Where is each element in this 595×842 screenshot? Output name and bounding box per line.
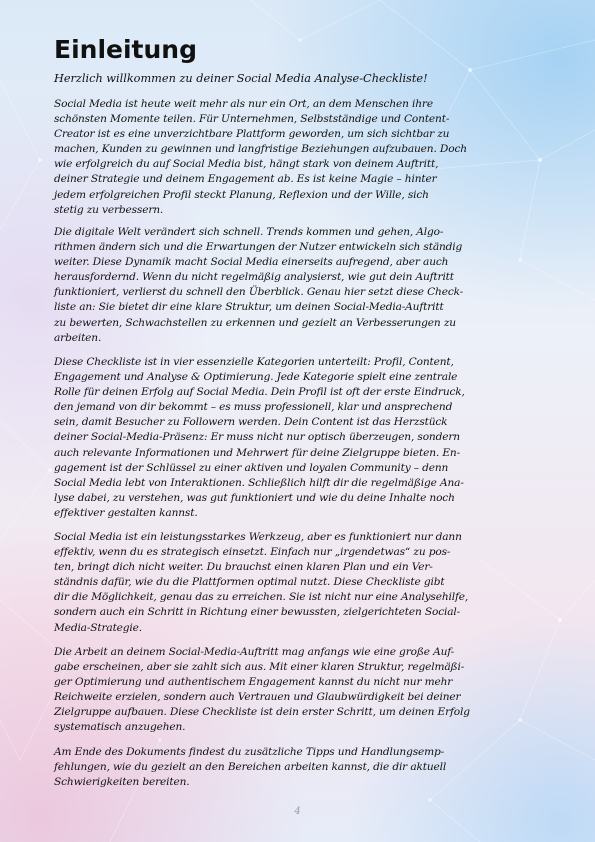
text-line: wie erfolgreich du auf Social Media bist, hängt stark von deinem Auftritt, — [54, 158, 439, 171]
text-line: gagement ist der Schlüssel zu einer aktiven und loyalen Community – denn — [54, 461, 449, 474]
text-line: ger Optimierung und authentischem Engagement kannst du nicht nur mehr — [54, 676, 453, 689]
text-line: sein, damit Besucher zu Followern werden. Dein Content ist das Herzstück — [54, 416, 448, 429]
text-line: Schwierigkeiten bereiten. — [54, 776, 190, 789]
text-line: effektiver gestalten kannst. — [54, 506, 198, 519]
text-line: herausfordernd. Wenn du nicht regelmäßig analysierst, wie gut dein Auftritt — [54, 271, 454, 284]
text-line: sondern auch ein Schritt in Richtung einer bewussten, zielgerichteten Social- — [54, 606, 461, 619]
paragraph-6 — [54, 745, 554, 790]
paragraph-4 — [54, 530, 554, 636]
page-title: Einleitung — [54, 35, 197, 64]
text-line: systematisch anzugehen. — [54, 721, 186, 734]
text-line: Reichweite erzielen, sondern auch Vertrauen und Glaubwürdigkeit bei deiner — [54, 691, 461, 704]
text-line: liste an: Sie bietet dir eine klare Struktur, um deinen Social-Media-Auftritt — [54, 301, 444, 314]
text-line: Zielgruppe aufbauen. Diese Checkliste ist dein erster Schritt, um deinen Erfolg — [54, 706, 470, 719]
text-line: gabe erscheinen, aber sie zahlt sich aus. Mit einer klaren Struktur, regelmäßi- — [54, 661, 465, 674]
text-line: Die Arbeit an deinem Social-Media-Auftritt mag anfangs wie eine große Auf- — [54, 646, 455, 658]
text-line: machen, Kunden zu gewinnen und langfristige Beziehungen aufzubauen. Doch — [54, 143, 467, 156]
text-line: dir die Möglichkeit, genau das zu erreichen. Sie ist nicht nur eine Analysehilfe, — [54, 591, 469, 604]
text-line: Social Media lebt von Interaktionen. Schließlich hilft dir die regelmäßige Ana- — [54, 476, 464, 489]
text-line: ten, bringt dich nicht weiter. Du brauchst einen klaren Plan und ein Ver- — [54, 561, 433, 574]
paragraph-3 — [54, 355, 554, 521]
text-line: jedem erfolgreichen Profil steckt Planung, Reflexion und der Wille, sich — [54, 188, 429, 201]
text-line: Rolle für deinen Erfolg auf Social Media. Dein Profil ist oft der erste Eindruck, — [54, 386, 465, 399]
text-line: weiter. Diese Dynamik macht Social Media einerseits aufregend, aber auch — [54, 256, 449, 269]
text-line: fehlungen, wie du gezielt an den Bereichen arbeiten kannst, die dir aktuell — [54, 761, 447, 774]
text-line: Social Media ist ein leistungsstarkes Werkzeug, aber es funktioniert nur dann — [54, 531, 462, 543]
text-line: den jemand von dir bekommt – es muss professionell, klar und ansprechend — [54, 401, 453, 414]
page-number: 4 — [294, 806, 301, 817]
text-line: Social Media ist heute weit mehr als nur ein Ort, an dem Menschen ihre — [54, 98, 433, 110]
text-line: Am Ende des Dokuments findest du zusätzliche Tipps und Handlungsemp- — [54, 746, 445, 758]
text-line: effektiv, wenn du es strategisch einsetzt. Einfach nur „irgendetwas“ zu pos- — [54, 546, 451, 559]
text-line: Diese Checkliste ist in vier essenzielle Kategorien unterteilt: Profil, Content, — [54, 356, 454, 368]
text-line: schönsten Momente teilen. Für Unternehmen, Selbstständige und Content- — [54, 113, 450, 126]
paragraph-1 — [54, 97, 554, 218]
text-line: Media-Strategie. — [54, 621, 143, 634]
paragraph-2 — [54, 225, 554, 346]
text-line: deiner Social-Media-Präsenz: Er muss nicht nur optisch überzeugen, sondern — [54, 431, 460, 444]
text-line: auch relevante Informationen und Mehrwert für deine Zielgruppe bieten. En- — [54, 446, 461, 459]
text-line: zu bewerten, Schwachstellen zu erkennen und gezielt an Verbesserungen zu — [54, 316, 456, 329]
text-line: funktioniert, verlierst du schnell den Überblick. Genau hier setzt diese Check- — [54, 286, 464, 299]
text-line: Die digitale Welt verändert sich schnell. Trends kommen und gehen, Algo- — [54, 226, 444, 238]
text-line: arbeiten. — [54, 331, 102, 344]
paragraph-5 — [54, 645, 554, 736]
text-line: deiner Strategie und deinem Engagement ab. Es ist keine Magie – hinter — [54, 173, 437, 186]
text-line: Creator ist es eine unverzichtbare Plattform geworden, um sich sichtbar zu — [54, 128, 450, 141]
text-line: rithmen ändern sich und die Erwartungen der Nutzer entwickeln sich ständig — [54, 241, 463, 254]
greeting-line: Herzlich willkommen zu deiner Social Media Analyse-Checkliste! — [54, 72, 428, 85]
text-line: stetig zu verbessern. — [54, 203, 164, 216]
text-line: Engagement und Analyse & Optimierung. Jede Kategorie spielt eine zentrale — [54, 371, 458, 384]
text-line: lyse dabei, zu verstehen, was gut funktioniert und wie du deine Inhalte noch — [54, 491, 455, 504]
text-line: ständnis dafür, wie du die Plattformen optimal nutzt. Diese Checkliste gibt — [54, 576, 445, 589]
